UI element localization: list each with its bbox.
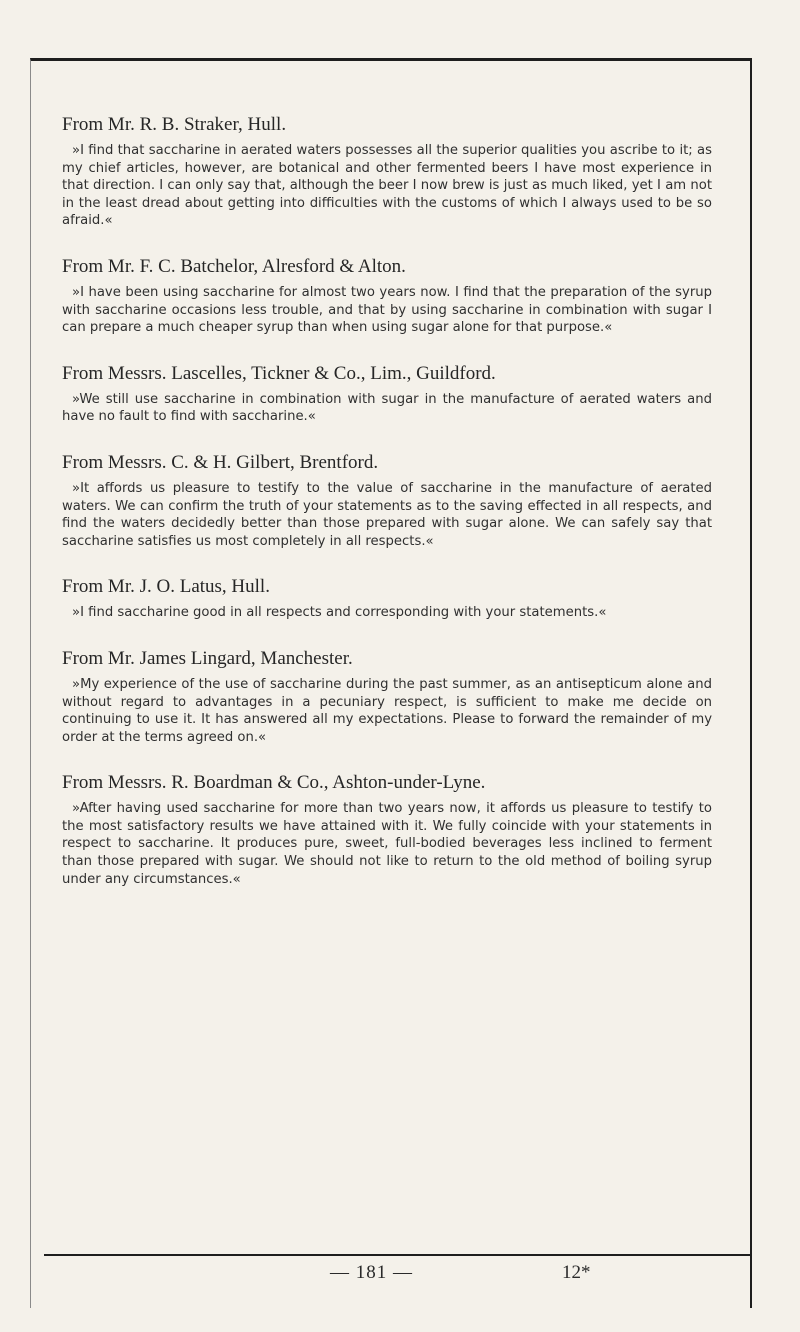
- testimonial-source: From Messrs. C. & H. Gilbert, Brentford.: [62, 451, 379, 473]
- testimonial: [62, 114, 712, 230]
- testimonial-source: From Mr. R. B. Straker, Hull.: [62, 114, 287, 135]
- testimonial-quote: »After having used saccharine for more than two years now, it affords us pleasure to testify to the most satisfactory results we have attained with it. We fully coincide with your statements in respect to saccharine. It produces pure, sweet, full-bodied beverages less inclined to ferment than those prepared with sugar. We should not like to return to the old method of boiling syrup under any circumstances.«: [62, 801, 712, 887]
- page-footer: [0, 1262, 800, 1286]
- testimonial-quote: »We still use saccharine in combination with sugar in the manufacture of aerated waters and have no fault to find with saccharine.«: [62, 391, 712, 425]
- page-number: — 181 —: [330, 1262, 413, 1283]
- testimonial-source: From Mr. F. C. Batchelor, Alresford & Alton.: [62, 255, 406, 277]
- testimonial-quote: »My experience of the use of saccharine during the past summer, as an antisepticum alone and without regard to advantages in a pecuniary respect, is sufficient to make me decide on continuing to use it. It has answered all my expectations. Please to forward the remainder of my order at the terms agreed on.«: [62, 676, 712, 745]
- testimonial: [62, 452, 712, 550]
- testimonial: [62, 576, 712, 622]
- testimonial: [62, 256, 712, 337]
- testimonial: [62, 772, 712, 888]
- testimonial: [62, 648, 712, 746]
- testimonial-quote: »I find saccharine good in all respects and corresponding with your statements.«: [72, 605, 607, 621]
- testimonials-column: [62, 114, 712, 914]
- testimonial-quote: »I find that saccharine in aerated waters possesses all the superior qualities you ascribe to it; as my chief articles, however, are botanical and other fermented beers I have most experience in that direction. I can only say that, although the beer I now brew is just as much liked, yet I am not in the least dread about getting into difficulties with the customs of which I always used to be so afraid.«: [62, 143, 712, 229]
- testimonial: [62, 363, 712, 426]
- testimonial-source: From Mr. James Lingard, Manchester.: [62, 647, 353, 669]
- bottom-rule: [44, 1254, 752, 1256]
- testimonial-quote: »It affords us pleasure to testify to the value of saccharine in the manufacture of aerated waters. We can confirm the truth of your statements as to the saving effected in all respects, and find the waters decidedly better than those prepared with sugar alone. We can safely say that saccharine satisfies us most completely in all respects.«: [62, 480, 712, 549]
- testimonial-source: From Messrs. R. Boardman & Co., Ashton-under-Lyne.: [62, 772, 486, 794]
- testimonial-source: From Messrs. Lascelles, Tickner & Co., Lim., Guildford.: [62, 362, 496, 384]
- testimonial-source: From Mr. J. O. Latus, Hull.: [62, 576, 270, 598]
- signature-mark: 12*: [562, 1262, 591, 1283]
- testimonial-quote: »I have been using saccharine for almost two years now. I find that the preparation of the syrup with saccharine occasions less trouble, and that by using saccharine in combination with sugar I can prepare a much cheaper syrup than when using sugar alone for that purpose.«: [62, 284, 712, 336]
